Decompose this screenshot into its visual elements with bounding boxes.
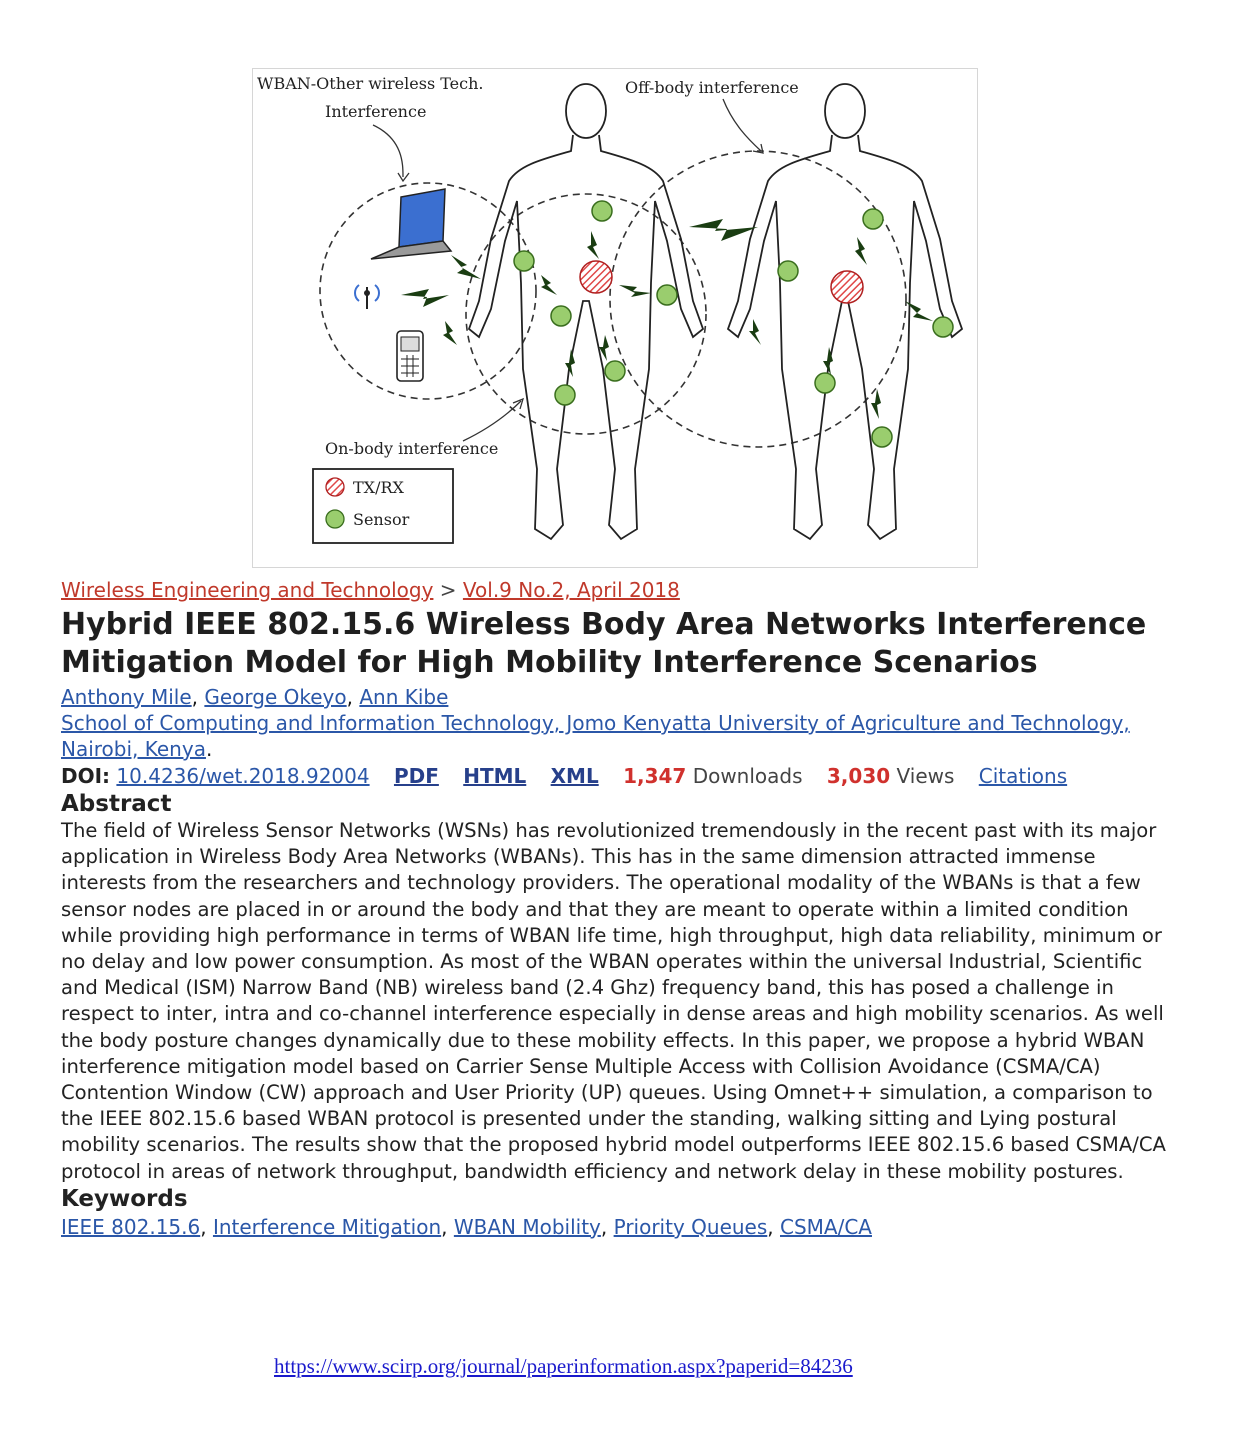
paper-info <box>61 576 1181 1241</box>
keywords-heading: Keywords <box>61 1185 188 1212</box>
legend-txrx-label: TX/RX <box>353 478 404 497</box>
arrow-off-body <box>723 99 761 151</box>
affiliation: School of Computing and Information Technology, Jomo Kenyatta University of Agriculture and Technology, Nairobi, Kenya. <box>61 711 1130 761</box>
source-url-link[interactable]: https://www.scirp.org/journal/paperinformation.aspx?paperid=84236 <box>274 1354 853 1378</box>
bolt-icon <box>443 321 457 345</box>
txrx-node <box>580 261 612 293</box>
arrow-wban-other <box>373 125 403 177</box>
paper-title: Hybrid IEEE 802.15.6 Wireless Body Area Networks Interference Mitigation Model for High Mobility Interference Scenarios <box>61 607 1147 680</box>
affiliation-link[interactable]: School of Computing and Information Technology, Jomo Kenyatta University of Agriculture and Technology, Nairobi, Kenya <box>61 711 1130 761</box>
doi-row <box>61 762 1181 790</box>
label-wban-other-line1: WBAN-Other wireless Tech. <box>257 74 484 93</box>
keyword-link[interactable]: CSMA/CA <box>780 1214 872 1239</box>
bolt-icon <box>401 289 449 307</box>
mobile-phone-icon <box>397 331 423 381</box>
paper-figure <box>252 68 978 568</box>
bolt-icon <box>749 319 761 345</box>
breadcrumb-journal-link[interactable]: Wireless Engineering and Technology <box>61 578 434 602</box>
label-wban-other-line2: Interference <box>325 102 427 121</box>
keyword-link[interactable]: WBAN Mobility <box>453 1214 601 1239</box>
bolt-icon <box>587 231 599 259</box>
figure-legend <box>313 469 453 543</box>
abstract-heading: Abstract <box>61 791 172 817</box>
bolt-icon <box>541 275 557 295</box>
sensor-node <box>657 285 677 305</box>
bolt-icon <box>619 285 651 297</box>
doi-link[interactable]: 10.4236/wet.2018.92004 <box>116 764 370 788</box>
views-label: Views <box>896 764 955 788</box>
sensor-node <box>514 251 534 271</box>
antenna-icon <box>355 285 379 309</box>
bolt-icon <box>565 349 575 377</box>
abstract-text: The field of Wireless Sensor Networks (WSNs) has revolutionized tremendously in the recent past with its major application in Wireless Body Area Networks (WBANs). This has in the same dimension attracted immense interests from the researchers and technology providers. The operational modality of the WBANs is that a few sensor nodes are placed in or around the body and that they are meant to operate within a limited condition while providing high performance in terms of WBAN life time, high throughput, high data reliability, minimum or no delay and low power consumption. As most of the WBAN operates within the universal Industrial, Scientific and Medical (ISM) Narrow Band (NB) wireless band (2.4 Ghz) frequency band, this has posed a challenge in respect to inter, intra and co-channel interference especially in dense areas and high mobility scenarios. As well the body posture changes dynamically due to these mobility effects. In this paper, we propose a hybrid WBAN interference mitigation model based on Carrier Sense Multiple Access with Collision Avoidance (CSMA/CA) Contention Window (CW) approach and User Priority (UP) queues. Using Omnet++ simulation, a comparison to the IEEE 802.15.6 based WBAN protocol is presented under the standing, walking sitting and Lying postural mobility scenarios. The results show that the proposed hybrid model outperforms IEEE 802.15.6 based CSMA/CA protocol in areas of network throughput, bandwidth efficiency and network delay in these mobility postures. <box>61 819 1166 1183</box>
keyword-list: IEEE 802.15.6, Interference Mitigation, WBAN Mobility, Priority Queues, CSMA/CA <box>61 1214 872 1239</box>
sensor-node <box>815 373 835 393</box>
downloads-count: 1,347 <box>623 764 687 788</box>
laptop-icon <box>371 189 451 259</box>
breadcrumb <box>61 576 1181 604</box>
pdf-link[interactable]: PDF <box>393 764 439 788</box>
arrow-on-body <box>463 401 521 441</box>
label-off-body: Off-body interference <box>625 78 799 97</box>
author-link[interactable]: Ann Kibe <box>359 685 449 709</box>
legend-txrx-swatch <box>326 478 344 496</box>
downloads-label: Downloads <box>692 764 803 788</box>
legend-sensor-swatch <box>326 510 344 528</box>
author-list: Anthony Mile, George Okeyo, Ann Kibe <box>61 685 449 709</box>
sensor-node <box>863 209 883 229</box>
sensor-node <box>592 201 612 221</box>
author-link[interactable]: Anthony Mile <box>61 685 192 709</box>
breadcrumb-issue-link[interactable]: Vol.9 No.2, April 2018 <box>462 578 680 602</box>
doi-label: DOI: <box>61 764 111 788</box>
keyword-link[interactable]: IEEE 802.15.6 <box>61 1214 201 1239</box>
sensor-node <box>555 385 575 405</box>
human-body-front <box>469 84 703 539</box>
xml-link[interactable]: XML <box>550 764 599 788</box>
sensor-node <box>551 306 571 326</box>
wireless-link-bolts <box>401 219 933 419</box>
citations-link[interactable]: Citations <box>978 764 1068 788</box>
bolt-icon <box>689 219 758 241</box>
bolt-icon <box>451 255 481 279</box>
keyword-link[interactable]: Interference Mitigation <box>212 1214 442 1239</box>
label-on-body: On-body interference <box>325 439 499 458</box>
bolt-icon <box>855 237 867 265</box>
txrx-node <box>831 271 863 303</box>
author-link[interactable]: George Okeyo <box>204 685 347 709</box>
keyword-link[interactable]: Priority Queues <box>613 1214 768 1239</box>
sensor-node <box>605 361 625 381</box>
wban-interference-diagram <box>253 69 977 567</box>
breadcrumb-separator: > <box>439 578 457 602</box>
views-count: 3,030 <box>826 764 891 788</box>
sensor-node <box>933 317 953 337</box>
legend-sensor-label: Sensor <box>353 510 410 529</box>
html-link[interactable]: HTML <box>463 764 527 788</box>
off-body-circle <box>610 151 906 447</box>
on-body-circle <box>466 194 706 434</box>
sensor-node <box>872 427 892 447</box>
sensor-node <box>778 261 798 281</box>
